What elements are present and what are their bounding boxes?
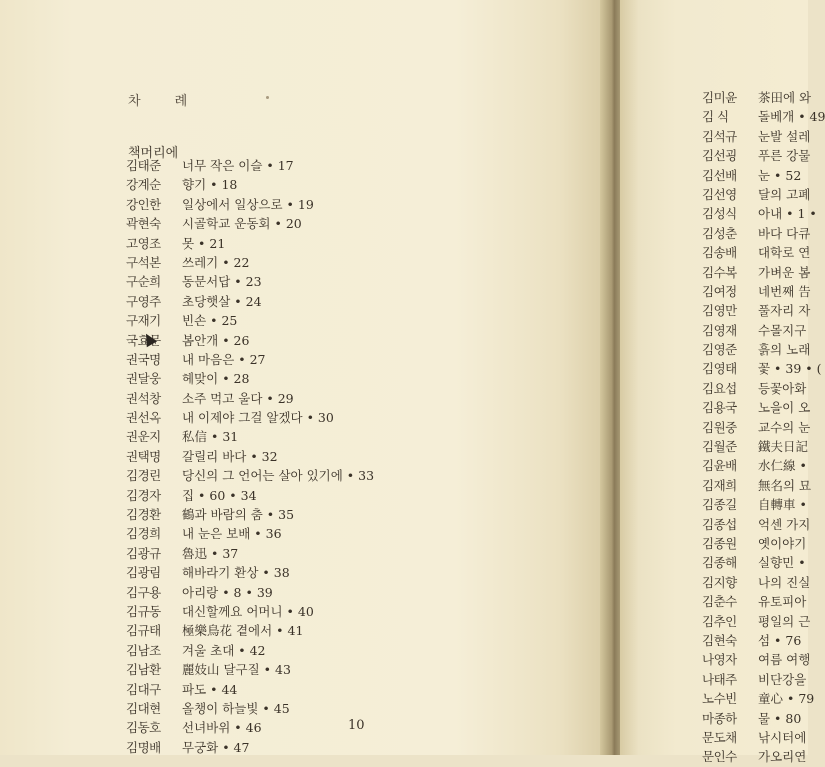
toc-entry <box>126 447 426 466</box>
toc-entry <box>126 234 426 253</box>
toc-entry-title: 눈 • 52 <box>758 167 802 183</box>
toc-entry <box>126 563 426 582</box>
toc-entry-title: 아리랑 • 8 • 39 <box>182 584 273 600</box>
toc-entry <box>702 573 811 592</box>
toc-entry-title: 일상에서 일상으로 • 19 <box>182 196 314 212</box>
toc-entry-title: 쓰레기 • 22 <box>182 254 250 270</box>
toc-entry-author: 김영만 <box>702 303 737 319</box>
toc-entry <box>126 350 426 369</box>
toc-entry-author: 권국명 <box>126 351 161 367</box>
toc-entry-author: 권운지 <box>126 429 161 445</box>
toc-entry <box>126 311 426 330</box>
toc-entry-author: 노수빈 <box>702 691 737 707</box>
toc-entry-author: 김수복 <box>702 264 737 280</box>
toc-entry-title: 아내 • 1 • <box>758 206 817 222</box>
toc-entry <box>126 331 426 350</box>
toc-entry-title: 가벼운 봄 <box>758 264 811 280</box>
toc-entry-author: 구석본 <box>126 254 161 270</box>
page-number: 10 <box>348 718 365 733</box>
toc-entry-title: 초당햇살 • 24 <box>182 293 262 309</box>
toc-entry-author: 권석창 <box>126 390 161 406</box>
toc-entry <box>126 408 426 427</box>
toc-entry-title: 水仁線 • <box>758 458 807 474</box>
toc-entry-title: 흙의 노래 <box>758 342 811 358</box>
toc-entry-title: 대신할께요 어머니 • 40 <box>182 603 314 619</box>
toc-entry-title: 네번째 告 <box>758 283 811 299</box>
heading-char-1: 차 <box>128 94 141 109</box>
toc-entry-title: 너무 작은 이슬 • 17 <box>182 158 294 173</box>
toc-entry <box>126 389 426 408</box>
toc-entry-author: 김요섭 <box>702 380 737 396</box>
toc-entry <box>702 437 808 456</box>
toc-entry <box>126 195 426 214</box>
toc-entry-title: 억센 가지 <box>758 516 811 532</box>
toc-entry <box>702 107 825 126</box>
toc-entry-title: 빈손 • 25 <box>182 313 238 329</box>
toc-entry-author: 김영태 <box>702 361 737 377</box>
toc-entry-author: 김경린 <box>126 468 161 484</box>
toc-entry <box>702 243 811 262</box>
toc-entry-author: 김대구 <box>126 681 161 697</box>
toc-entry-author: 강인한 <box>126 196 161 212</box>
toc-entry-title: 내 눈은 보배 • 36 <box>182 526 282 542</box>
toc-entry <box>126 486 426 505</box>
toc-entry-title: 自轉車 • <box>758 497 807 513</box>
toc-entry-author: 김선배 <box>702 167 737 183</box>
toc-entry-title: 비단강을 <box>758 671 807 687</box>
toc-entry-author: 김영재 <box>702 322 737 338</box>
toc-entry-title: 눈발 설레 <box>758 128 811 144</box>
toc-entry <box>702 204 817 223</box>
toc-entry-title: 옛이야기 <box>758 535 807 551</box>
toc-entry-author: 김광림 <box>126 565 161 581</box>
toc-entry <box>126 175 426 194</box>
toc-entry-author: 김경자 <box>126 487 161 503</box>
toc-entry <box>126 621 426 640</box>
toc-entry-title: 집 • 60 • 34 <box>182 487 257 503</box>
toc-entry <box>126 214 426 233</box>
toc-entry-title: 해바라기 환상 • 38 <box>182 565 290 581</box>
toc-entry <box>126 253 426 272</box>
toc-entry <box>702 476 812 495</box>
toc-entry-author: 김경환 <box>126 507 161 523</box>
toc-entry-author: 김동호 <box>126 720 161 736</box>
toc-entry-title: 수몰지구 <box>758 322 807 338</box>
toc-entry-author: 김대현 <box>126 700 161 716</box>
toc-entry-title: 헤맞이 • 28 <box>182 371 250 387</box>
toc-entry-author: 구재기 <box>126 313 161 329</box>
toc-entry <box>702 263 811 282</box>
toc-entry <box>702 340 811 359</box>
toc-entry <box>702 534 808 553</box>
toc-entry-author: 김광규 <box>126 545 161 561</box>
toc-entry-title: 무궁화 • 47 <box>182 739 250 755</box>
toc-entry-title: 교수의 눈 <box>758 419 811 435</box>
toc-entry-author: 김종해 <box>702 555 737 571</box>
toc-entry-author: 구순희 <box>126 274 161 290</box>
toc-entry-title: 茶田에 와 <box>758 90 812 105</box>
toc-entry <box>126 544 426 563</box>
toc-entry-title: 푸른 강물 <box>758 148 811 164</box>
toc-entry <box>702 418 811 437</box>
toc-entry-author: 김윤배 <box>702 458 737 474</box>
toc-entry-title: 童心 • 79 <box>758 691 815 707</box>
toc-entry-author: 문인수 <box>702 749 737 765</box>
toc-entry-title: 나의 진실 <box>758 574 811 590</box>
toc-entry-title: 여름 여행 <box>758 652 811 668</box>
toc-entry <box>126 680 426 699</box>
toc-entry-author: 김성식 <box>702 206 737 222</box>
toc-entry <box>702 670 808 689</box>
toc-entry-author: 김미윤 <box>702 90 737 105</box>
toc-entry-author: 김영준 <box>702 342 737 358</box>
heading-char-2: 례 <box>174 94 188 109</box>
toc-entry-author: 김종길 <box>702 497 737 513</box>
toc-entry <box>702 127 811 146</box>
toc-entry-title: 바다 다큐 <box>758 225 811 241</box>
toc-entry <box>126 156 426 175</box>
toc-entry <box>126 583 426 602</box>
toc-entry-author: 김선영 <box>702 186 737 202</box>
toc-entry-author: 김명배 <box>126 739 161 755</box>
toc-entry <box>126 272 426 291</box>
toc-entry-author: 김성춘 <box>702 225 737 241</box>
toc-entry-author: 문도채 <box>702 729 737 745</box>
toc-entry-title: 無名의 묘 <box>758 477 812 493</box>
toc-entry-title: 평일의 근 <box>758 613 811 629</box>
toc-entry <box>702 515 811 534</box>
toc-entry-title: 내 이제야 그걸 알겠다 • 30 <box>182 410 334 426</box>
toc-list-right <box>702 88 825 767</box>
toc-entry-author: 김석규 <box>702 128 737 144</box>
toc-entry-author: 김추인 <box>702 613 737 629</box>
toc-entry <box>126 427 426 446</box>
toc-entry-title: 魯迅 • 37 <box>182 545 239 561</box>
toc-entry-author: 구영주 <box>126 293 161 309</box>
toc-entry <box>126 660 426 679</box>
toc-entry-title: 파도 • 44 <box>182 681 238 697</box>
ink-speck <box>266 96 269 99</box>
toc-entry-title: 유토피아 <box>758 594 807 610</box>
toc-entry-title: 소주 먹고 울다 • 29 <box>182 390 294 406</box>
toc-entry <box>126 524 426 543</box>
toc-entry <box>126 369 426 388</box>
toc-entry <box>126 602 426 621</box>
toc-entry-author: 김춘수 <box>702 594 737 610</box>
toc-entry <box>702 301 811 320</box>
toc-entry-author: 김선굉 <box>702 148 737 164</box>
toc-entry-author: 마종하 <box>702 710 737 726</box>
toc-entry-title: 풀자리 자 <box>758 303 811 319</box>
toc-entry <box>702 592 808 611</box>
toc-entry-author: 김여정 <box>702 283 737 299</box>
toc-entry <box>126 718 426 737</box>
toc-entry <box>702 553 808 572</box>
toc-entry <box>702 146 811 165</box>
toc-entry <box>702 689 815 708</box>
toc-entry-author: 김남환 <box>126 662 161 678</box>
toc-entry-title: 겨울 초대 • 42 <box>182 642 266 658</box>
toc-entry <box>702 379 808 398</box>
toc-entry <box>702 709 808 728</box>
toc-entry <box>702 747 808 766</box>
toc-entry-author: 권선옥 <box>126 410 161 426</box>
toc-entry-author: 김지향 <box>702 574 737 590</box>
toc-entry <box>126 505 426 524</box>
toc-entry-author: 김남조 <box>126 642 161 658</box>
toc-entry <box>702 282 811 301</box>
toc-entry-title: 돌베개 • 49 <box>758 109 825 125</box>
toc-entry <box>702 650 811 669</box>
toc-entry <box>702 456 808 475</box>
toc-entry-title: 가오리연 <box>758 749 807 765</box>
toc-entry-title: 대학로 연 <box>758 245 811 261</box>
toc-entry <box>702 166 808 185</box>
toc-entry-author: 김구용 <box>126 584 161 600</box>
toc-entry-author: 김규태 <box>126 623 161 639</box>
toc-entry-title: 鶴과 바람의 춤 • 35 <box>182 507 295 523</box>
toc-entry-title: 꽃 • 39 • ( <box>758 361 822 377</box>
toc-entry-author: 권택명 <box>126 448 161 464</box>
toc-entry-title: 시골학교 운동회 • 20 <box>182 216 302 232</box>
toc-entry-author: 김송배 <box>702 245 737 261</box>
toc-entry-author: 나태주 <box>702 671 737 687</box>
toc-entry-author: 곽현숙 <box>126 216 161 232</box>
toc-entry <box>126 466 426 485</box>
toc-entry-title: 실향민 • <box>758 555 806 571</box>
toc-entry-author: 김종섭 <box>702 516 737 532</box>
toc-entry-author: 국효문 <box>126 332 161 348</box>
toc-entry-title: 물 • 80 <box>758 710 802 726</box>
toc-entry-title: 등꽃아화 <box>758 380 807 396</box>
section-title: 책머리에 <box>128 146 179 161</box>
toc-entry <box>702 185 811 204</box>
toc-entry-title: 향기 • 18 <box>182 177 238 193</box>
toc-entry-author: 김경희 <box>126 526 161 542</box>
toc-entry-author: 김태준 <box>126 158 161 173</box>
toc-entry-title: 내 마음은 • 27 <box>182 351 266 367</box>
toc-entry-title: 봄안개 • 26 <box>182 332 250 348</box>
toc-entry <box>702 224 811 243</box>
toc-entry-author: 김용국 <box>702 400 737 416</box>
toc-entry-author: 강계순 <box>126 177 161 193</box>
toc-entry-author: 김월준 <box>702 439 737 455</box>
toc-entry-title: 極樂鳥花 곁에서 • 41 <box>182 623 304 639</box>
toc-entry <box>702 495 808 514</box>
toc-entry <box>126 738 426 757</box>
toc-entry-author: 나영자 <box>702 652 737 668</box>
toc-entry-title: 麗妓山 달구질 • 43 <box>182 662 291 678</box>
toc-entry-title: 낚시터에 <box>758 729 807 745</box>
toc-entry <box>702 359 822 378</box>
toc-entry <box>702 88 812 107</box>
toc-entry-title: 섬 • 76 <box>758 632 802 648</box>
toc-entry-title: 당신의 그 언어는 살아 있기에 • 33 <box>182 468 375 484</box>
toc-entry <box>702 612 811 631</box>
toc-entry-author: 권달웅 <box>126 371 161 387</box>
toc-list-left <box>126 156 426 757</box>
toc-entry <box>702 321 808 340</box>
toc-entry-title: 노을이 오 <box>758 400 811 416</box>
toc-entry <box>126 699 426 718</box>
toc-entry-title: 私信 • 31 <box>182 429 239 445</box>
toc-entry-title: 달의 고폐 <box>758 186 811 202</box>
toc-entry <box>702 728 808 747</box>
toc-entry <box>702 631 808 650</box>
toc-entry-title: 鐵夫日記 <box>758 439 809 455</box>
toc-entry-title: 선녀바위 • 46 <box>182 720 262 736</box>
toc-heading <box>128 90 187 109</box>
toc-entry-author: 김재희 <box>702 477 737 493</box>
toc-entry <box>126 641 426 660</box>
toc-entry-title: 갈릴리 바다 • 32 <box>182 448 278 464</box>
toc-entry <box>702 398 811 417</box>
toc-entry-author: 김종원 <box>702 535 737 551</box>
toc-entry-author: 김현숙 <box>702 632 737 648</box>
toc-entry <box>126 292 426 311</box>
toc-entry-title: 동문서답 • 23 <box>182 274 262 290</box>
toc-entry-author: 김규동 <box>126 603 161 619</box>
toc-entry-author: 김원중 <box>702 419 737 435</box>
toc-entry-title: 올챙이 하늘빛 • 45 <box>182 700 290 716</box>
toc-entry-author: 김 식 <box>702 109 729 125</box>
toc-entry-title: 못 • 21 <box>182 235 226 251</box>
toc-entry-author: 고영조 <box>126 235 161 251</box>
